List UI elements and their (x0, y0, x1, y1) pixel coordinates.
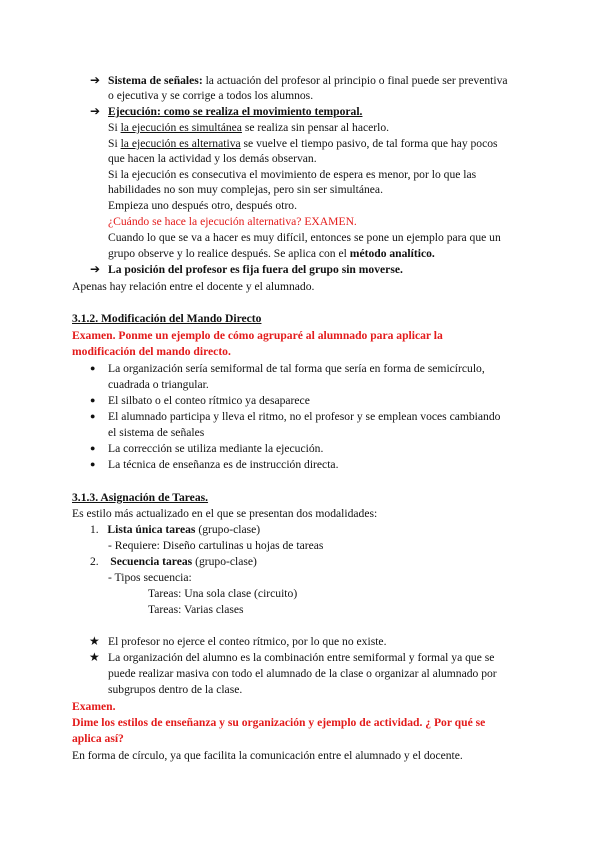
arrow-icon: ➔ (90, 104, 101, 118)
item-term: Lista única tareas (107, 523, 196, 536)
section-heading-3-1-2: 3.1.2. Modificación del Mando Directo (72, 312, 262, 325)
exam-prompt: Examen. Ponme un ejemplo de cómo agruparé al alumnado para aplicar la (72, 329, 443, 342)
text: se realiza sin pensar al hacerlo. (241, 121, 390, 134)
paragraph-line: Apenas hay relación entre el docente y el alumnado. (72, 280, 315, 293)
paragraph-line: habilidades no son muy complejas, pero sin ser simultánea. (108, 183, 383, 196)
simultaneous-term: la ejecución es simultánea (120, 121, 242, 134)
bullet-icon: ● (90, 411, 96, 421)
alternative-line (108, 136, 498, 151)
signal-system-cont: o ejecutiva y se corrige a todos los alumnos. (108, 89, 314, 102)
bullet-icon: ● (90, 443, 96, 453)
star-item: La organización del alumno es la combinación entre semiformal y formal ya que se (108, 651, 495, 664)
task-line: Tareas: Varias clases (148, 603, 244, 616)
exam-question: ¿Cuándo se hace la ejecución alternativa? EXAMEN. (108, 215, 357, 228)
star-icon: ★ (89, 650, 100, 664)
list-item-cont: cuadrada o triangular. (108, 378, 209, 391)
item-term: Secuencia tareas (110, 555, 193, 568)
signal-system-line (108, 73, 508, 88)
numbered-item-1 (90, 522, 260, 537)
paragraph-line: Empieza uno después otro, después otro. (108, 199, 297, 212)
item-number: 2. (90, 555, 99, 568)
section-heading-3-1-3: 3.1.3. Asignación de Tareas. (72, 491, 209, 504)
bullet-icon: ● (90, 363, 96, 373)
task-line: Tareas: Una sola clase (circuito) (148, 587, 298, 600)
text: se vuelve el tiempo pasivo, de tal forma que hay pocos (240, 137, 498, 150)
exam-question: Dime los estilos de enseñanza y su organización y ejemplo de actividad. ¿ Por qué se (72, 716, 486, 729)
sub-item: - Requiere: Diseño cartulinas u hojas de tareas (108, 539, 324, 552)
list-item: La técnica de enseñanza es de instrucción directa. (108, 458, 339, 471)
analytic-method-line (108, 246, 435, 261)
paragraph-line: Si la ejecución es consecutiva el movimiento de espera es menor, por lo que las (108, 168, 477, 181)
list-item: La organización sería semiformal de tal forma que sería en forma de semicírculo, (108, 362, 485, 375)
paragraph-line: que hacen la actividad y los demás observan. (108, 152, 317, 165)
text: Si (108, 121, 121, 134)
arrow-icon: ➔ (90, 73, 101, 87)
sub-item: - Tipos secuencia: (108, 571, 192, 584)
list-item-cont: el sistema de señales (108, 426, 205, 439)
star-icon: ★ (89, 634, 100, 648)
answer-line: En forma de círculo, ya que facilita la comunicación entre el alumnado y el docente. (72, 749, 463, 762)
list-item: La corrección se utiliza mediante la ejecución. (108, 442, 324, 455)
exam-prompt-cont: modificación del mando directo. (72, 345, 231, 358)
analytic-method-term: método analítico. (349, 247, 435, 260)
alternative-term: la ejecución es alternativa (120, 137, 241, 150)
star-item: El profesor no ejerce el conteo rítmico, por lo que no existe. (108, 635, 387, 648)
signal-system-term: Sistema de señales: (108, 74, 203, 87)
paragraph-line: Cuando lo que se va a hacer es muy difícil, entonces se pone un ejemplo para que un (108, 231, 501, 244)
paragraph-line: Es estilo más actualizado en el que se presentan dos modalidades: (72, 507, 378, 520)
bullet-icon: ● (90, 459, 96, 469)
simultaneous-line (108, 120, 389, 135)
star-item-cont: subgrupos dentro de la clase. (108, 683, 243, 696)
star-item-cont: puede realizar masiva con todo el alumnado de la clase o organizar al alumnado por (108, 667, 497, 680)
arrow-icon: ➔ (90, 262, 101, 276)
item-desc: (grupo-clase) (192, 555, 257, 568)
list-item: El silbato o el conteo rítmico ya desaparece (108, 394, 310, 407)
teacher-position-line: La posición del profesor es fija fuera del grupo sin moverse. (108, 263, 403, 276)
exam-label: Examen. (72, 700, 116, 713)
execution-heading: Ejecución: como se realiza el movimiento temporal. (108, 105, 363, 118)
signal-system-desc: la actuación del profesor al principio o final puede ser preventiva (202, 74, 508, 87)
item-desc: (grupo-clase) (195, 523, 261, 536)
list-item: El alumnado participa y lleva el ritmo, no el profesor y se emplean voces cambiando (108, 410, 501, 423)
text: Si (108, 137, 121, 150)
numbered-item-2 (90, 554, 257, 569)
exam-question-cont: aplica así? (72, 732, 124, 745)
text: grupo observe y lo realice después. Se aplica con el (108, 247, 350, 260)
bullet-icon: ● (90, 395, 96, 405)
item-number: 1. (90, 523, 99, 536)
